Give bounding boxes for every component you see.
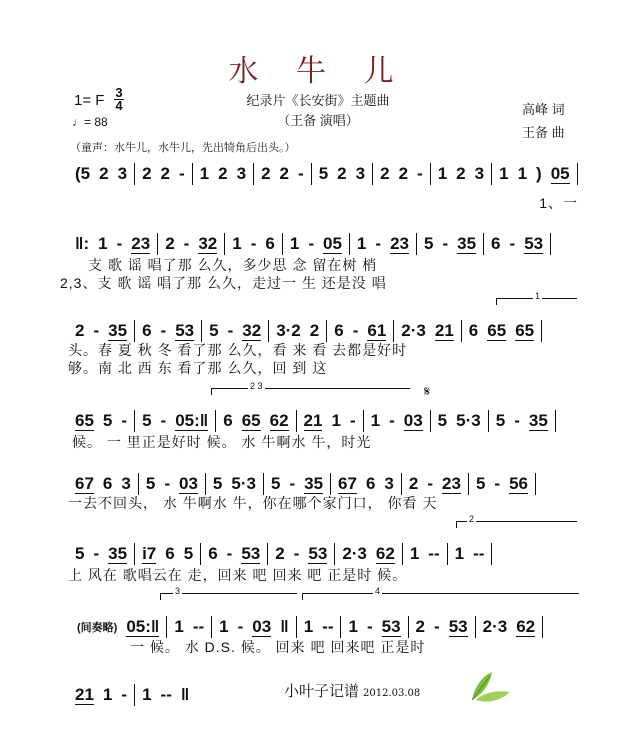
note: 5 xyxy=(423,234,434,253)
leaf-logo-icon xyxy=(468,670,512,709)
note: 53 xyxy=(241,543,261,563)
note: 6 xyxy=(468,321,479,340)
measure xyxy=(68,233,157,255)
note: 67 xyxy=(75,473,94,493)
volta-3: 3 xyxy=(160,593,297,600)
note: - xyxy=(226,544,233,563)
note: -- xyxy=(192,617,205,636)
note: 2 xyxy=(309,321,320,340)
measure xyxy=(408,616,475,638)
score-line-5 xyxy=(68,543,578,565)
note: 1 xyxy=(331,411,341,430)
note: 61 xyxy=(367,320,387,340)
note: 67 xyxy=(338,473,357,493)
note: 5·3 xyxy=(231,474,256,493)
barline xyxy=(577,163,578,185)
note: - xyxy=(366,617,373,636)
note: i7 xyxy=(142,543,157,563)
note: 62 xyxy=(375,543,395,563)
measure xyxy=(201,320,268,342)
note: 1 xyxy=(499,164,509,183)
measure xyxy=(68,684,134,706)
note: 1 xyxy=(289,234,300,253)
note: 3 xyxy=(474,164,485,183)
measure xyxy=(491,163,577,185)
note: 23 xyxy=(131,233,151,253)
note: - xyxy=(308,234,314,253)
note: 65 xyxy=(75,410,94,430)
measure xyxy=(68,473,138,495)
note: 5 xyxy=(318,164,329,183)
measure xyxy=(157,233,224,255)
note: - xyxy=(442,234,449,253)
note: - xyxy=(293,544,300,563)
measure xyxy=(134,684,196,706)
note: 2 xyxy=(456,164,466,183)
lyricist: 高峰 词 xyxy=(522,102,565,117)
note: - xyxy=(93,544,100,563)
barline xyxy=(555,410,556,432)
note: 6 xyxy=(365,474,376,493)
measure xyxy=(134,320,201,342)
note: 35 xyxy=(528,410,548,430)
note: 6 xyxy=(208,544,218,563)
note: 1 xyxy=(102,685,113,704)
lyrics-line-2b: 够。南 北 西 东 看了那 么久，回 到 这 xyxy=(68,360,328,376)
note: 1 xyxy=(232,234,242,253)
note: 1 xyxy=(174,617,184,636)
note: 2 xyxy=(142,164,152,183)
note: - xyxy=(514,411,520,430)
volta-2-3: 2 3 xyxy=(211,388,410,395)
note: 65 xyxy=(515,320,535,340)
note: - xyxy=(434,617,440,636)
segno-icon: 𝄋 xyxy=(424,383,431,399)
composer: 王备 曲 xyxy=(522,125,565,140)
measure xyxy=(468,473,535,495)
measure xyxy=(68,320,134,342)
note: 1 xyxy=(437,164,448,183)
volta-2: 2 xyxy=(456,521,577,528)
volta-1: 1 xyxy=(496,298,577,305)
measure xyxy=(296,410,363,432)
note: ‖ xyxy=(280,617,289,636)
note: 6 xyxy=(491,234,501,253)
score-line-7 xyxy=(68,684,196,706)
note: 2 xyxy=(165,234,175,253)
measure xyxy=(488,410,555,432)
note: (间奏略) xyxy=(77,622,118,634)
note: 1 xyxy=(348,617,358,636)
note: 2 xyxy=(218,164,228,183)
note: 3 xyxy=(121,474,131,493)
note: - xyxy=(116,234,123,253)
measure xyxy=(416,233,483,255)
note: 6 xyxy=(142,321,152,340)
note: -- xyxy=(428,544,440,563)
note: - xyxy=(289,474,296,493)
note: 5 xyxy=(209,321,219,340)
measure xyxy=(349,233,416,255)
note: 5 xyxy=(437,411,448,430)
measure xyxy=(372,163,430,185)
note: 2 xyxy=(275,544,285,563)
measure xyxy=(205,473,263,495)
note: 5 xyxy=(270,474,281,493)
note: 2 xyxy=(415,617,426,636)
measure xyxy=(192,163,253,185)
lyrics-line-2a: 头。春 夏 秋 冬 看了那 么久，看 来 看 去都是好时 xyxy=(68,342,408,358)
measure xyxy=(166,616,211,638)
note: 5 xyxy=(102,411,113,430)
note: 35 xyxy=(304,473,324,493)
note: 2 xyxy=(261,164,271,183)
lyrics-line-3: 候。 一 里正是好时 候。 水 牛啊水 牛，时光 xyxy=(72,434,372,450)
note: 5 xyxy=(183,544,194,563)
note: 1 xyxy=(370,411,381,430)
note: - xyxy=(160,321,167,340)
note: 3 xyxy=(384,474,394,493)
barline xyxy=(550,233,551,255)
measure xyxy=(330,473,401,495)
note: 53 xyxy=(308,543,328,563)
measure xyxy=(402,543,447,565)
note: 2·3 xyxy=(482,617,508,636)
note: ‖ xyxy=(180,685,190,704)
note: 5 xyxy=(495,411,506,430)
note: 1 xyxy=(303,617,314,636)
measure xyxy=(263,473,330,495)
note: -- xyxy=(473,544,485,563)
measure xyxy=(326,320,393,342)
note: 23 xyxy=(390,233,409,253)
note: - xyxy=(250,234,257,253)
note: 1 xyxy=(219,617,229,636)
note: 1 xyxy=(454,544,465,563)
lyrics-line-5: 上 风在 歌唱云在 走，回来 吧 回来 吧 正是时 候。 xyxy=(68,567,408,583)
note: 2 xyxy=(398,164,409,183)
measure xyxy=(68,163,134,185)
note: 32 xyxy=(198,233,218,253)
score-line-2 xyxy=(68,320,578,342)
note: 21 xyxy=(75,684,94,704)
note: - xyxy=(352,321,359,340)
note: - xyxy=(93,321,100,340)
note: 21 xyxy=(303,410,323,430)
transcribed-date: 2012.03.08 xyxy=(363,688,421,699)
note: 2 xyxy=(380,164,390,183)
note: 53 xyxy=(175,320,195,340)
measure xyxy=(447,543,492,565)
lyrics-line-0: 1、一 xyxy=(539,195,578,211)
note: 3 xyxy=(117,164,128,183)
note: 23 xyxy=(442,473,461,493)
measure xyxy=(211,616,296,638)
note: 35 xyxy=(457,233,477,253)
note: 35 xyxy=(108,320,128,340)
note: 6 xyxy=(334,321,344,340)
note: - xyxy=(349,411,356,430)
score-line-0 xyxy=(68,163,578,185)
note: 05 xyxy=(550,163,570,183)
measure xyxy=(68,543,134,565)
note: ) xyxy=(536,164,542,183)
lyrics-line-1b: 2,3、支 歌 谣 唱了那 么久，走过一 生 还是没 唱 xyxy=(60,275,387,291)
note: - xyxy=(427,474,434,493)
note: 2 xyxy=(75,321,85,340)
note: - xyxy=(298,164,304,183)
note: 05 xyxy=(323,233,342,253)
measure xyxy=(475,616,543,638)
measure xyxy=(430,410,488,432)
volta-4: 4 xyxy=(302,593,579,600)
note: 05:‖ xyxy=(126,616,160,636)
measure xyxy=(200,543,267,565)
note: 6 xyxy=(102,474,113,493)
measure xyxy=(340,616,407,638)
measure xyxy=(134,543,200,565)
note: - xyxy=(179,164,185,183)
measure xyxy=(267,543,334,565)
measure xyxy=(401,473,468,495)
note: 1 xyxy=(517,164,528,183)
time-sig-top: 3 xyxy=(115,85,123,100)
note: 2 xyxy=(99,164,109,183)
note: 53 xyxy=(381,616,401,636)
note: 53 xyxy=(524,233,544,253)
note: 6 xyxy=(265,234,275,253)
lyrics-line-1a: 支 歌 谣 唱了那 么久，多少思 念 留在树 梢 xyxy=(88,257,378,273)
measure xyxy=(363,410,430,432)
note: 1 xyxy=(409,544,420,563)
score-line-3 xyxy=(68,410,578,432)
note: - xyxy=(160,411,167,430)
time-sig-bottom: 4 xyxy=(115,98,123,113)
barline xyxy=(542,616,543,638)
note: 03 xyxy=(403,410,423,430)
note: 2 xyxy=(160,164,170,183)
measure xyxy=(268,320,326,342)
measure xyxy=(461,320,541,342)
note: - xyxy=(417,164,423,183)
measure xyxy=(134,163,192,185)
note: 62 xyxy=(269,410,289,430)
note: - xyxy=(183,234,190,253)
note: 2·3 xyxy=(401,321,426,340)
note: 3 xyxy=(355,164,366,183)
measure xyxy=(68,410,134,432)
note: - xyxy=(164,474,170,493)
song-title: 水 牛 儿 xyxy=(228,54,408,89)
note: 5 xyxy=(475,474,486,493)
measure xyxy=(334,543,402,565)
note: 03 xyxy=(179,473,198,493)
subtitle: 纪录片《长安街》主题曲 xyxy=(246,93,390,108)
note: 2·3 xyxy=(342,544,367,563)
measure xyxy=(134,410,215,432)
note: 62 xyxy=(516,616,536,636)
note: 6 xyxy=(223,411,233,430)
barline xyxy=(491,543,492,565)
score-line-4 xyxy=(68,473,578,495)
note: 5 xyxy=(142,411,152,430)
measure xyxy=(430,163,491,185)
barline xyxy=(541,320,542,342)
note: 5·3 xyxy=(456,411,481,430)
note: 05:‖ xyxy=(175,410,209,430)
measure xyxy=(253,163,311,185)
note: 5 xyxy=(145,474,156,493)
note: 65 xyxy=(487,320,507,340)
note: 56 xyxy=(509,473,529,493)
note: 35 xyxy=(108,543,128,563)
note: - xyxy=(375,234,382,253)
note: ‖: xyxy=(75,234,90,253)
score-line-1 xyxy=(68,233,578,255)
note: (5 xyxy=(75,164,91,183)
note: 21 xyxy=(434,320,454,340)
note: 32 xyxy=(242,320,262,340)
note: 1 xyxy=(199,164,210,183)
note: 2 xyxy=(337,164,347,183)
note: - xyxy=(237,617,244,636)
note: - xyxy=(227,321,234,340)
note: 1 xyxy=(142,685,152,704)
note: 3·2 xyxy=(276,321,301,340)
note: - xyxy=(509,234,516,253)
tempo-marking: ♩= 88 xyxy=(72,115,108,129)
lyrics-line-6: 一 候。 水 D.S. 候。 回来 吧 回来吧 正是时 xyxy=(130,639,426,655)
note: 3 xyxy=(236,164,247,183)
note: - xyxy=(121,685,128,704)
note: 2 xyxy=(408,474,419,493)
measure xyxy=(483,233,550,255)
intro-note: （童声：水牛儿，水牛儿，先出犄角后出头。） xyxy=(70,142,296,154)
measure xyxy=(296,616,341,638)
note: 2 xyxy=(279,164,290,183)
note: 5 xyxy=(75,544,85,563)
measure xyxy=(311,163,372,185)
note: - xyxy=(389,411,395,430)
note: 5 xyxy=(212,474,223,493)
score-line-6 xyxy=(70,616,580,638)
time-signature xyxy=(114,87,124,112)
measure xyxy=(138,473,205,495)
note: 65 xyxy=(241,410,261,430)
note: 1 xyxy=(356,234,367,253)
note: 53 xyxy=(448,616,468,636)
note: 6 xyxy=(165,544,175,563)
quarter-note-icon: ♩ xyxy=(72,115,84,129)
note: -- xyxy=(322,617,334,636)
singer: （王备 演唱） xyxy=(277,113,359,128)
measure xyxy=(393,320,461,342)
key-signature: 1= F xyxy=(74,92,105,109)
note: -- xyxy=(160,685,172,704)
measure xyxy=(215,410,295,432)
note: - xyxy=(121,411,128,430)
note: 03 xyxy=(252,616,272,636)
measure xyxy=(70,616,166,638)
note: - xyxy=(494,474,501,493)
barline xyxy=(535,473,536,495)
measure xyxy=(282,233,349,255)
note: 1 xyxy=(98,234,108,253)
transcriber-signature: 小叶子记谱 2012.03.08 xyxy=(284,682,421,700)
measure xyxy=(224,233,282,255)
lyrics-line-4: 一去不回头， 水 牛啊水 牛，你在哪个家门口， 你看 天 xyxy=(68,495,438,511)
